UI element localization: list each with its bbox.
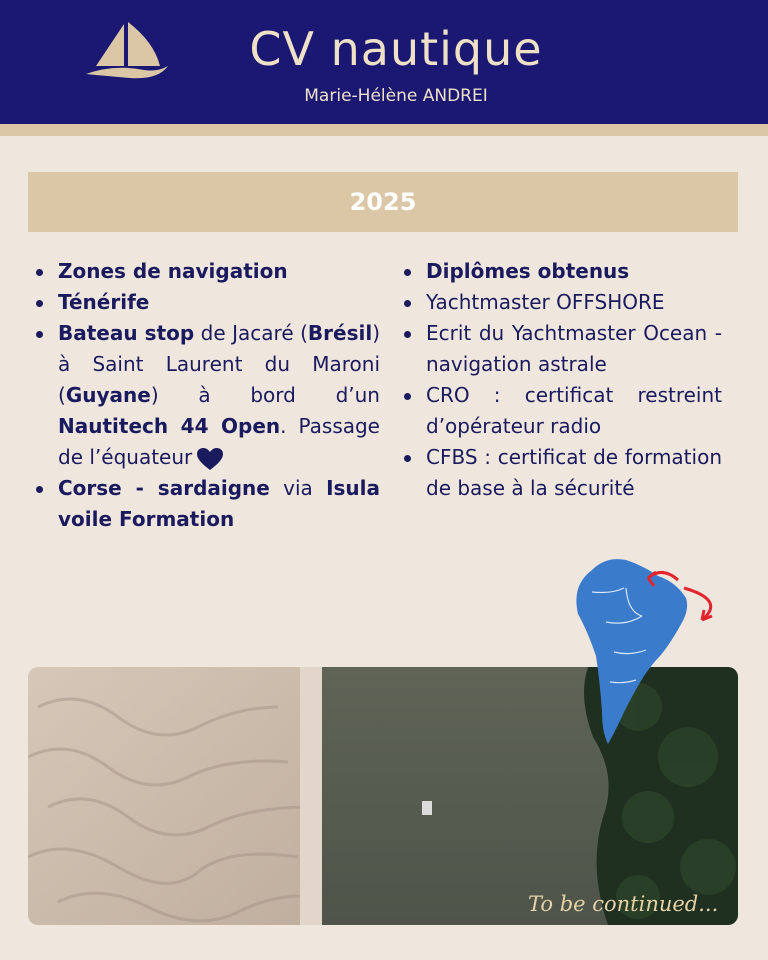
list-item-text: Ecrit du Yachtmaster Ocean - navigation astrale [426,321,722,376]
list-item-text: Brésil [307,321,373,345]
south-america-map-icon [566,552,726,748]
year-heading: 2025 [28,172,738,232]
list-item [30,287,380,318]
list-item [30,318,380,473]
list-item [398,318,722,380]
list-item-text: Guyane [65,383,151,407]
list-item-text: CRO : certificat restreint d’opérateur radio [426,383,722,438]
list-item-text: . Passage de l’équateur [58,414,380,469]
list-item-text: de Jacaré ( [194,321,308,345]
header-banner [0,0,768,124]
list-item-text: Bateau stop [58,321,195,345]
list-item [398,287,722,318]
list-item [398,442,722,504]
list-item-text: via [269,476,327,500]
list-item-text: ) à Saint Laurent du Maroni ( [58,321,380,407]
list-item [398,380,722,442]
author-name: Marie-Hélène ANDREI [304,86,488,106]
list-item-text: Nautitech 44 Open [58,414,281,438]
navigation-column [30,256,380,535]
heart-icon [196,447,224,471]
list-item-text: Diplômes obtenus [426,259,630,283]
list-item-text: ) à bord d’un [150,383,380,407]
header-stripe [0,124,768,136]
list-item [30,473,380,535]
list-item-text: Isula voile Formation [58,476,380,531]
page-title: CV nautique [249,22,543,76]
list-item-text: Yachtmaster OFFSHORE [426,290,665,314]
diplomas-column [398,256,722,504]
navigation-list [30,256,380,535]
list-item-text: Ténérife [58,290,150,314]
list-item [398,256,722,287]
list-item [30,256,380,287]
list-item-text: Corse - sardaigne [58,476,270,500]
list-item-text: CFBS : certificat de formation de base à la sécurité [426,445,722,500]
diplomas-list [398,256,722,504]
to-be-continued-caption: To be continued... [528,892,719,916]
list-item-text: Zones de navigation [58,259,288,283]
